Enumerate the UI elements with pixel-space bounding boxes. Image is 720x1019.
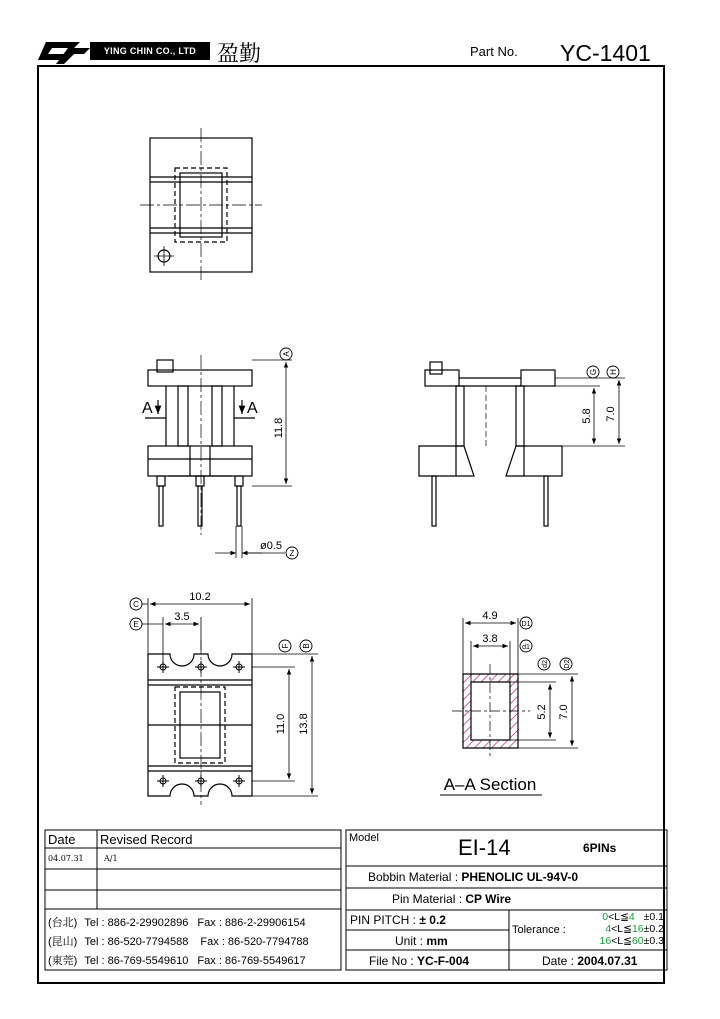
contact-location: (台北) xyxy=(48,917,78,929)
revised-record-header: Revised Record xyxy=(100,832,193,847)
tolerance-value: ±0.3 xyxy=(643,935,664,947)
file-no-value: YC-F-004 xyxy=(417,954,470,968)
marker-g: G xyxy=(589,368,598,376)
tolerance-op: <L≦ xyxy=(611,935,632,947)
contact-tel: Tel : 86-520-7794588 xyxy=(84,936,189,948)
tolerance-row xyxy=(578,923,664,935)
dim-dia-0-5: ø0.5 xyxy=(260,540,283,552)
dim-7-0-section: 7.0 xyxy=(558,704,570,720)
tolerance-row xyxy=(578,911,664,923)
marker-e: E xyxy=(133,620,139,629)
section-arrow-left: A xyxy=(142,400,153,417)
pin-material xyxy=(392,892,511,906)
pin-material-label: Pin Material : xyxy=(392,892,463,906)
tolerance-value: ±0.1 xyxy=(643,911,664,923)
tolerance-lo: 16 xyxy=(599,935,612,947)
marker-d2-lower: d2 xyxy=(542,660,549,668)
date-header: Date xyxy=(48,832,76,847)
a-a-section xyxy=(452,664,530,758)
contact-fax: Fax : 886-2-29906154 xyxy=(197,917,306,929)
marker-d2-upper: D2 xyxy=(564,659,571,669)
unit-label: Unit : xyxy=(395,934,424,948)
part-no-label: Part No. xyxy=(470,44,518,59)
tolerance-hi: 16 xyxy=(631,923,644,935)
front-view xyxy=(148,355,252,535)
marker-c: C xyxy=(133,600,139,609)
issue-date-value: 2004.07.31 xyxy=(577,954,638,968)
contact-fax: Fax : 86-520-7794788 xyxy=(200,936,309,948)
dim-7-0: 7.0 xyxy=(605,406,617,422)
issue-date xyxy=(542,954,637,968)
dim-11-8: 11.8 xyxy=(273,417,285,439)
dim-4-9: 4.9 xyxy=(482,610,498,622)
marker-d1-upper: D1 xyxy=(521,621,531,628)
section-arrows xyxy=(145,400,255,418)
tolerance-hi: 4 xyxy=(628,911,635,923)
top-view xyxy=(140,128,262,282)
unit xyxy=(395,934,448,948)
file-no-label: File No : xyxy=(369,954,414,968)
marker-h: H xyxy=(609,369,618,375)
dim-5-2: 5.2 xyxy=(536,704,548,720)
dim-10-2: 10.2 xyxy=(189,591,211,603)
revision-record: A/1 xyxy=(104,854,118,863)
title-block-grid xyxy=(45,830,667,970)
tolerance-row xyxy=(578,935,664,947)
unit-value: mm xyxy=(426,934,448,948)
contact-dongguan xyxy=(48,952,306,968)
bobbin-material-label: Bobbin Material : xyxy=(368,870,459,884)
tolerance-op: <L≦ xyxy=(608,911,629,923)
marker-a: A xyxy=(282,351,291,357)
dim-3-5: 3.5 xyxy=(174,611,190,623)
contact-location: (昆山) xyxy=(48,936,78,948)
pin-material-value: CP Wire xyxy=(465,892,512,906)
contact-kunshan xyxy=(48,933,309,949)
company-name-cn: 盈勤 xyxy=(217,42,262,67)
marker-d1-lower: d1 xyxy=(522,644,530,651)
section-label: A–A Section xyxy=(443,775,537,794)
dim-11-0: 11.0 xyxy=(275,713,287,735)
section-arrow-right: A xyxy=(247,400,258,417)
marker-f: F xyxy=(281,643,290,649)
contact-taipei xyxy=(48,914,306,930)
model-value: EI-14 xyxy=(458,835,511,860)
dim-13-8: 13.8 xyxy=(298,713,310,735)
tolerance-label: Tolerance : xyxy=(512,924,566,936)
tolerance-value: ±0.2 xyxy=(643,923,664,935)
pin-pitch-label: PIN PITCH : xyxy=(350,913,417,927)
revision-date: 04.07.31 xyxy=(48,854,84,863)
contact-tel: Tel : 86-769-5549610 xyxy=(84,955,189,967)
marker-b: B xyxy=(302,643,311,649)
tolerance-lo: 0 xyxy=(602,911,609,923)
pin-pitch xyxy=(350,913,446,927)
side-view xyxy=(419,362,562,526)
issue-date-label: Date : xyxy=(542,954,575,968)
model-label: Model xyxy=(349,832,379,844)
pin-pitch-value: ± 0.2 xyxy=(419,913,446,927)
part-no: YC-1401 xyxy=(560,40,651,66)
tolerance-lo: 4 xyxy=(605,923,612,935)
contact-tel: Tel : 886-2-29902896 xyxy=(84,917,189,929)
tolerance-hi: 60 xyxy=(631,935,644,947)
company-name: YING CHIN CO., LTD xyxy=(90,42,210,60)
marker-z: Z xyxy=(289,549,295,558)
file-no xyxy=(369,954,469,968)
tolerance-op: <L≦ xyxy=(611,923,632,935)
dim-3-8: 3.8 xyxy=(482,633,498,645)
bobbin-material-value: PHENOLIC UL-94V-0 xyxy=(461,870,579,884)
contact-fax: Fax : 86-769-5549617 xyxy=(197,955,306,967)
dim-5-8: 5.8 xyxy=(581,408,593,424)
tolerance-table xyxy=(578,911,664,947)
contact-location: (東莞) xyxy=(48,955,78,967)
pin-count: 6PINs xyxy=(583,841,617,855)
bobbin-material xyxy=(368,870,578,884)
